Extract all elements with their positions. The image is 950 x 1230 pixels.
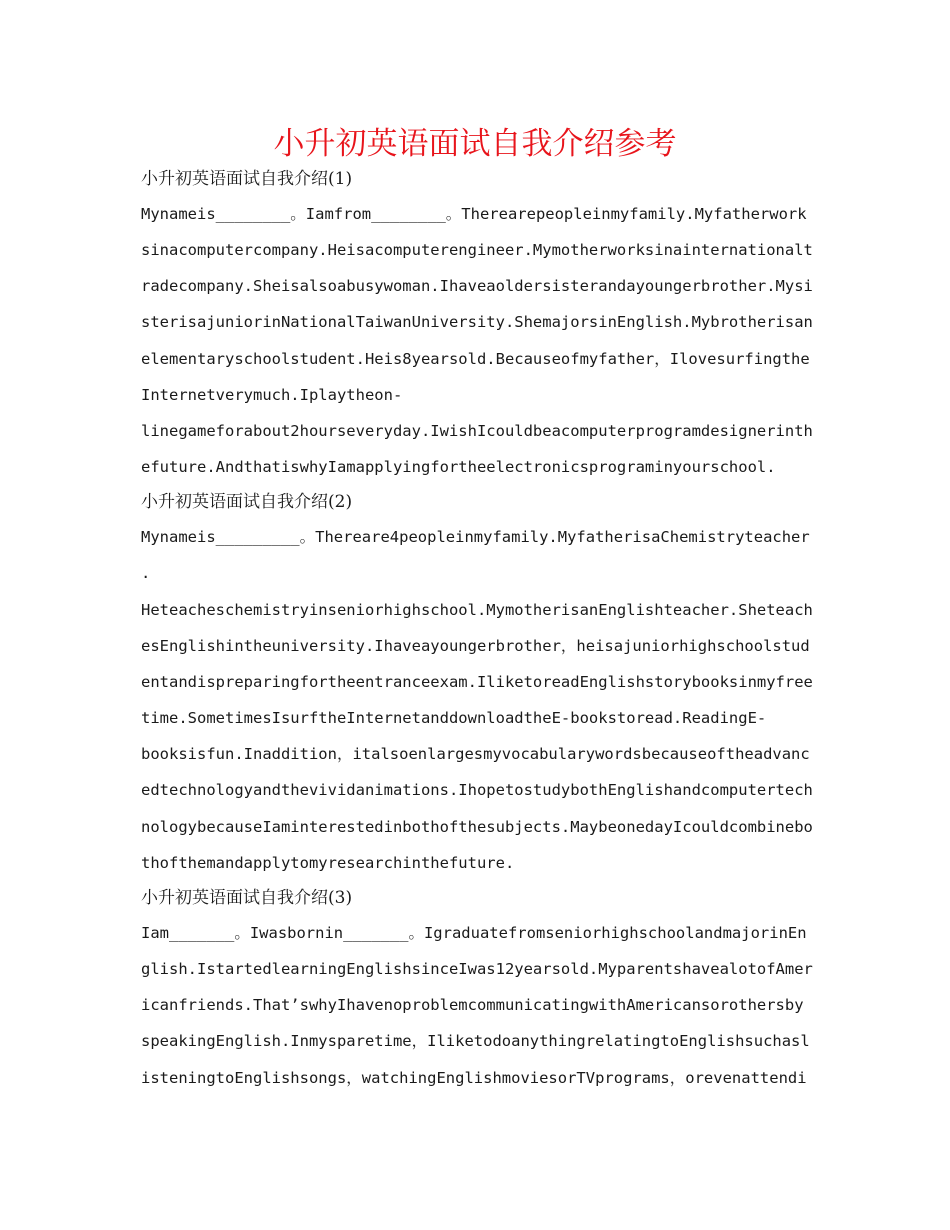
paragraph-line: booksisfun.Inaddition，italsoenlargesmyvocabularywordsbecauseoftheadvanc (141, 745, 810, 764)
paragraph-line: Mynameis________。Iamfrom________。Therearepeopleinmyfamily.Myfatherwork (141, 205, 807, 223)
paragraph-line: sinacomputercompany.Heisacomputerengineer.Mymotherworksinainternationalt (141, 241, 813, 259)
paragraph-line: isteningtoEnglishsongs，watchingEnglishmoviesorTVprograms，orevenattendi (141, 1068, 807, 1087)
paragraph-line: thofthemandapplytomyresearchinthefuture. (141, 853, 515, 872)
section-heading: 小升初英语面试自我介绍(1) (141, 169, 353, 189)
document-body (141, 162, 831, 1096)
section-heading: 小升初英语面试自我介绍(2) (141, 492, 353, 513)
paragraph-line: entandispreparingfortheentranceexam.IliketoreadEnglishstorybooksinmyfree (141, 672, 813, 691)
paragraph-line: edtechnologyandthevividanimations.IhopetostudybothEnglishandcomputertech (141, 781, 813, 800)
paragraph-line: sterisajuniorinNationalTaiwanUniversity.ShemajorsinEnglish.Mybrotherisan (141, 313, 813, 332)
paragraph-line: nologybecauseIaminterestedinbothofthesubjects.MaybeonedayIcouldcombinebo (141, 817, 813, 836)
paragraph-line: . (141, 564, 151, 583)
paragraph-line: time.SometimesIsurftheInternetanddownloadtheE-bookstoread.ReadingE- (141, 709, 767, 728)
paragraph-line: Heteacheschemistryinseniorhighschool.MymotherisanEnglishteacher.Sheteach (141, 600, 813, 619)
paragraph-line: efuture.AndthatiswhyIamapplyingfortheelectronicsprograminyourschool. (141, 458, 776, 477)
section-heading: 小升初英语面试自我介绍(3) (141, 888, 353, 908)
paragraph-line: Iam_______。Iwasbornin_______。IgraduatefromseniorhighschoolandmajorinEn (141, 924, 807, 942)
paragraph-line: speakingEnglish.Inmysparetime，IliketodoanythingrelatingtoEnglishsuchasl (141, 1032, 810, 1051)
paragraph-line: icanfriends.That’swhyIhavenoproblemcommunicatingwithAmericansorothersby (141, 996, 804, 1015)
paragraph-line: Internetverymuch.Iplaytheon- (141, 385, 403, 404)
paragraph-line: Mynameis_________。Thereare4peopleinmyfamily.MyfatherisaChemistryteacher (141, 528, 810, 547)
document-title: 小升初英语面试自我介绍参考 (273, 126, 677, 162)
paragraph-line: elementaryschoolstudent.Heis8yearsold.Becauseofmyfather，Ilovesurfingthe (141, 349, 810, 368)
paragraph-line: glish.IstartedlearningEnglishsinceIwas12yearsold.MyparentshavealotofAmer (141, 960, 813, 978)
paragraph-line: radecompany.Sheisalsoabusywoman.Ihaveaoldersisterandayoungerbrother.Mysi (141, 277, 813, 296)
paragraph-line: esEnglishintheuniversity.Ihaveayoungerbrother，heisajuniorhighschoolstud (141, 636, 810, 655)
paragraph-line: linegameforabout2hourseveryday.IwishIcouldbeacomputerprogramdesignerinth (141, 421, 813, 440)
